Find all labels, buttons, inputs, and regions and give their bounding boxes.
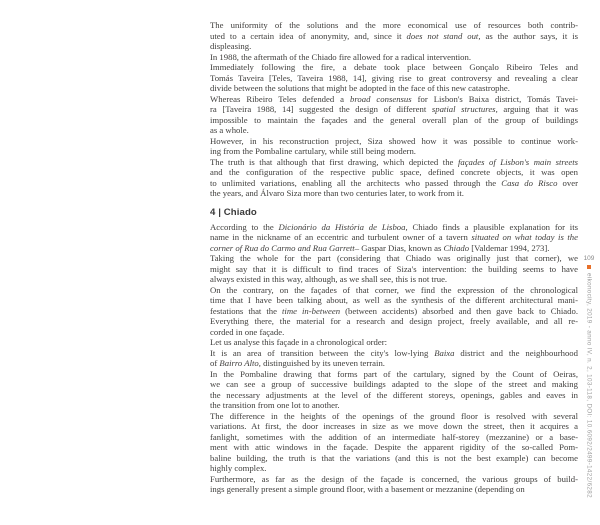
section-chiado — [210, 222, 578, 495]
text-line — [210, 358, 578, 369]
text-line — [210, 52, 578, 63]
text-run: In the Pombaline drawing that forms part of the cartulary, signed by the Count of Oeiras, — [210, 368, 578, 379]
text-run: highly complex. — [210, 463, 267, 473]
text-line — [210, 104, 578, 115]
paragraph — [210, 253, 578, 285]
text-line — [210, 20, 578, 31]
text-run: Furthermore, as far as the design of the façade is concerned, the various groups of build- — [210, 473, 578, 484]
text-run: ing from the Pombaline cartulary, while still being modern. — [210, 146, 416, 156]
text-line — [210, 411, 578, 422]
text-run: Whereas Ribeiro Teles defended a — [210, 93, 351, 104]
text-run: the necessary adjustments at the level of the different storeys, openings, gables and eaves in — [210, 389, 578, 400]
text-line — [210, 115, 578, 126]
text-run: time that I have been talking about, as well as the synthesis of the different architectural mani- — [210, 295, 578, 305]
italic-text-run: broad consensus — [350, 93, 412, 104]
italic-text-run: Chiado — [443, 242, 470, 253]
text-line — [210, 327, 578, 338]
text-run: we can see a group of successive buildings adapted to the slope of the street and making — [210, 379, 578, 389]
text-line — [210, 232, 578, 243]
italic-text-run: Dicionário da História de Lisboa — [278, 221, 406, 232]
text-run: According to the — [210, 221, 279, 232]
italic-text-run: façades of Lisbon's main streets — [457, 156, 578, 167]
text-line — [210, 62, 578, 73]
text-run: ings generally present a simple ground floor, with a basement or mezzanine (depending on — [210, 484, 525, 494]
text-run: However, in his reconstruction project, Siza showed how it was possible to continue work- — [210, 135, 578, 146]
page-number: 109 — [583, 255, 595, 262]
paragraph — [210, 369, 578, 411]
text-line — [210, 136, 578, 147]
text-line — [210, 432, 578, 443]
text-run: , distinguished by its uneven terrain. — [258, 358, 385, 368]
text-run: for Lisbon's Baixa district, Tomás Tavei- — [411, 93, 578, 104]
paragraph — [210, 348, 578, 369]
text-line — [210, 73, 578, 84]
text-line — [210, 400, 578, 411]
italic-text-run: corner of Rua do Carmo and Rua Garrett — [210, 242, 355, 253]
text-run: The truth is that although that first drawing, which depicted the — [210, 156, 458, 167]
italic-text-run: Bairro Alto — [219, 358, 259, 368]
text-run: district and the neighbourhood — [454, 347, 578, 358]
journal-margin-strip — [583, 255, 595, 498]
text-run: name in the nickname of an eccentric and turbulent owner of a tavern — [210, 232, 472, 242]
text-line — [210, 316, 578, 327]
paragraph — [210, 285, 578, 338]
italic-text-run: time in-between — [282, 305, 341, 316]
text-run: Everything there, the material for a research and design project, freely available, and all re- — [210, 316, 578, 326]
text-line — [210, 474, 578, 485]
text-line — [210, 125, 578, 136]
text-line — [210, 421, 578, 432]
text-run: – Gaspar Dias, known as — [354, 242, 444, 253]
text-run: always existed in this way, although, as we shall see, this is not true. — [210, 274, 448, 284]
text-run: festations that the — [210, 305, 282, 316]
text-run: uted to a certain idea of anonymity, and, since it — [210, 30, 407, 41]
text-line — [210, 285, 578, 296]
text-line — [210, 188, 578, 199]
text-line — [210, 83, 578, 94]
italic-text-run: Casa do Risco — [501, 177, 558, 188]
text-run: the years, and Álvaro Siza more than two centuries later, to work from it. — [210, 188, 464, 198]
text-run: Let us analyse this façade in a chronological order: — [210, 337, 388, 347]
paragraph — [210, 222, 578, 254]
text-line — [210, 379, 578, 390]
text-line — [210, 453, 578, 464]
text-line — [210, 264, 578, 275]
paragraph — [210, 474, 578, 495]
italic-text-run: Baixa — [434, 347, 455, 358]
section-heading: 4 | Chiado — [210, 206, 257, 218]
text-run: [Valdemar 1994, 273]. — [469, 242, 550, 253]
text-run: On the contrary, on the façades of that corner, we find the expression of the chronological — [210, 284, 578, 295]
text-run: Tomás Taveira [Teles, Taveira 1988, 14], giving rise to great controversy and revealing a clear — [210, 72, 578, 83]
paragraph — [210, 62, 578, 94]
text-line — [210, 94, 578, 105]
text-run: (between accidents) absorbed and then gave back to Chiado. — [340, 305, 578, 316]
text-line — [210, 484, 578, 495]
text-run: to unlimited variations, enabling all the architects who passed through the — [210, 177, 502, 188]
text-run: The difference in the heights of the openings of the ground floor is resolved with several — [210, 410, 578, 421]
text-line — [210, 31, 578, 42]
paragraph — [210, 52, 578, 63]
text-line — [210, 442, 578, 453]
text-line — [210, 306, 578, 317]
italic-text-run: spatial structures — [431, 104, 496, 114]
text-run: corded in one façade. — [210, 326, 285, 337]
paragraph — [210, 157, 578, 199]
text-run: variations. At first, the door increases in size as we move down the street, then it acquires a — [210, 421, 578, 431]
text-line — [210, 463, 578, 474]
text-line — [210, 253, 578, 264]
section-intro — [210, 20, 578, 199]
italic-text-run: does not stand out — [406, 30, 479, 41]
text-run: ment with attic windows in the façade. Despite the apparent rigidity of the so-called Pom- — [210, 442, 578, 452]
text-run: divide between the solutions that might be adopted in the face of this new catastrophe. — [210, 83, 510, 93]
text-run: displeasing. — [210, 41, 252, 51]
text-run: as a whole. — [210, 125, 249, 135]
journal-accent-square — [587, 265, 591, 269]
text-run: and the configuration of the respective public space, defined concrete objects, it was open — [210, 167, 578, 177]
text-line — [210, 274, 578, 285]
italic-text-run: situated on what today is the — [471, 232, 578, 242]
text-line — [210, 295, 578, 306]
text-line — [210, 390, 578, 401]
text-run: Immediately following the fire, a debate took place between Gonçalo Ribeiro Teles and — [210, 62, 578, 72]
text-line — [210, 243, 578, 254]
text-run: impossible to maintain the façades and the general overall plan of the group of buildings — [210, 114, 578, 125]
text-line — [210, 41, 578, 52]
text-line — [210, 167, 578, 178]
text-line — [210, 369, 578, 380]
text-line — [210, 146, 578, 157]
text-run: It is an area of transition between the city's low-lying — [210, 347, 435, 358]
paragraph — [210, 94, 578, 136]
text-run: , arguing that it was — [495, 104, 578, 114]
text-run: , as the author says, it is — [478, 30, 578, 41]
text-run: fanlight, sometimes with the addition of an intermediate half-storey (mezzanine) or a base- — [210, 431, 578, 442]
text-run: over — [557, 177, 578, 188]
text-line — [210, 337, 578, 348]
text-run: of — [210, 358, 220, 368]
article-text-block — [210, 20, 578, 495]
text-run: baline building, the truth is that the variations (and this is not the best example) can become — [210, 452, 578, 463]
paragraph — [210, 136, 578, 157]
text-run: ra [Taveira 1988, 14] suggested the design of different — [210, 104, 432, 114]
journal-citation-vertical: eikonocity, 2019 - anno IV, n. 2, 103-118, DOI: 10.6092/2499-1422/6282 — [585, 273, 593, 498]
paragraph — [210, 337, 578, 348]
paragraph — [210, 20, 578, 52]
text-run: In 1988, the aftermath of the Chiado fire allowed for a radical intervention. — [210, 51, 472, 62]
text-line — [210, 178, 578, 189]
text-run: Taking the whole for the part (considering that Chiado was originally just that corner), we — [210, 253, 578, 263]
text-line — [210, 348, 578, 359]
text-line — [210, 157, 578, 168]
text-run: The uniformity of the solutions and the more economical use of resources both contrib- — [210, 20, 578, 30]
paragraph — [210, 411, 578, 474]
text-run: the transition from one lot to another. — [210, 400, 340, 410]
text-run: , Chiado finds a plausible explanation for its — [405, 221, 578, 232]
text-line — [210, 222, 578, 233]
text-run: might say that it is difficult to find traces of Siza's intervention: the building seems to have — [210, 263, 578, 274]
